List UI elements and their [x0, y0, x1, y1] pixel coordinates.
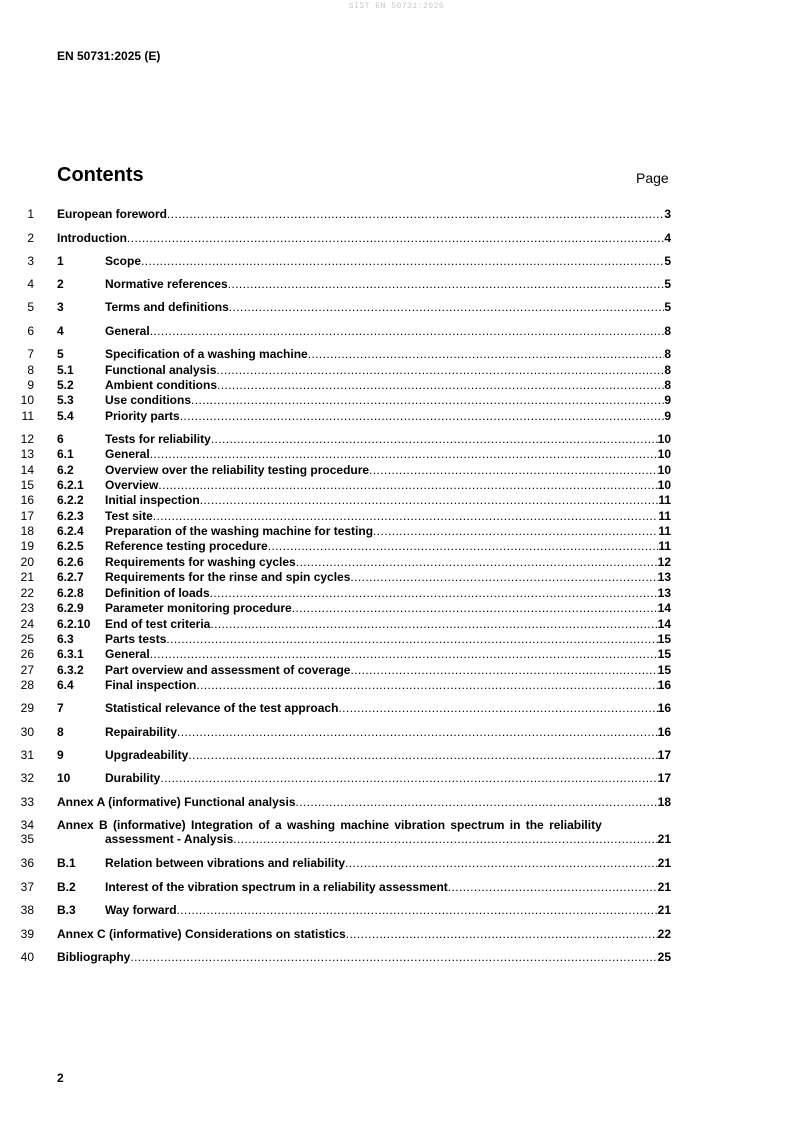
contents-heading: Contents [57, 164, 144, 186]
toc-entry[interactable] [0, 347, 793, 362]
dot-leader [373, 524, 658, 539]
dot-leader [292, 601, 658, 616]
line-number: 32 [20, 771, 34, 785]
dot-leader [180, 409, 665, 424]
section-number: 3 [57, 300, 64, 314]
line-number: 11 [21, 409, 34, 423]
section-number: 6.2.6 [57, 555, 84, 569]
line-number: 2 [27, 231, 34, 245]
section-title: Specification of a washing machine [105, 347, 308, 361]
toc-entry[interactable] [0, 570, 793, 585]
section-title: Durability [105, 771, 161, 785]
line-number: 30 [20, 725, 34, 739]
page-number: 10 [657, 432, 671, 446]
page-number: 11 [658, 509, 671, 523]
section-title: Overview [105, 478, 159, 492]
page-number: 13 [657, 586, 671, 600]
line-number: 21 [20, 570, 34, 584]
toc-entry[interactable] [0, 795, 793, 810]
section-title: Initial inspection [105, 493, 200, 507]
page-number: 11 [658, 524, 671, 538]
document-id: EN 50731:2025 (E) [57, 49, 161, 63]
dot-leader [177, 725, 658, 740]
page-number: 10 [657, 478, 671, 492]
dot-leader [210, 617, 657, 632]
section-number: 6 [57, 432, 64, 446]
page-number: 5 [664, 277, 671, 291]
section-number: 5 [57, 347, 64, 361]
line-number: 28 [20, 678, 34, 692]
toc-entry[interactable] [0, 363, 793, 378]
section-number: 6.2.4 [57, 524, 84, 538]
page-number: 8 [664, 347, 671, 361]
page-number: 15 [657, 632, 671, 646]
section-number: 5.1 [57, 363, 74, 377]
toc-entry[interactable] [0, 678, 793, 693]
page-number: 8 [664, 324, 671, 338]
section-number: 9 [57, 748, 64, 762]
section-number: 5.4 [57, 409, 74, 423]
dot-leader [296, 795, 658, 810]
toc-entry[interactable] [0, 478, 793, 493]
section-title: Annex C (informative) Considerations on statistics [57, 927, 346, 941]
line-number: 35 [20, 832, 34, 846]
dot-leader [188, 748, 657, 763]
section-title: Relation between vibrations and reliability [105, 856, 346, 870]
toc-entry[interactable] [0, 832, 793, 847]
toc-entry[interactable] [0, 903, 793, 918]
page-number: 9 [664, 409, 671, 423]
dot-leader [338, 701, 657, 716]
page-number: 8 [664, 363, 671, 377]
dot-leader [233, 832, 657, 847]
toc-entry[interactable] [0, 586, 793, 601]
page-number: 5 [664, 254, 671, 268]
toc-entry[interactable] [0, 880, 793, 895]
toc-entry[interactable] [0, 509, 793, 524]
section-number: B.2 [57, 880, 76, 894]
section-number: 6.3.1 [57, 647, 84, 661]
toc-entry[interactable] [0, 601, 793, 616]
line-number: 16 [20, 493, 34, 507]
line-number: 13 [20, 447, 34, 461]
section-title: Requirements for the rinse and spin cycles [105, 570, 351, 584]
section-number: 6.2.3 [57, 509, 84, 523]
section-title: Upgradeability [105, 748, 189, 762]
line-number: 23 [20, 601, 34, 615]
section-number: 6.2 [57, 463, 74, 477]
section-title: European foreword [57, 207, 168, 221]
section-title: Annex A (informative) Functional analysis [57, 795, 296, 809]
dot-leader [350, 570, 657, 585]
toc-entry[interactable] [0, 207, 793, 222]
line-number: 39 [20, 927, 34, 941]
dot-leader [191, 393, 664, 408]
toc-entry[interactable] [0, 950, 793, 965]
toc-entry[interactable] [0, 555, 793, 570]
watermark: SIST EN 50731:2025 [348, 2, 445, 11]
section-number: 6.2.7 [57, 570, 84, 584]
page-number: 21 [657, 903, 671, 917]
section-title: Way forward [105, 903, 177, 917]
dot-leader [127, 231, 664, 246]
toc-entry[interactable] [0, 324, 793, 339]
dot-leader [350, 663, 657, 678]
section-title: General [105, 647, 150, 661]
dot-leader [130, 950, 657, 965]
dot-leader [211, 432, 658, 447]
toc-entry[interactable] [0, 663, 793, 678]
section-title: Bibliography [57, 950, 131, 964]
section-title: Part overview and assessment of coverage [105, 663, 351, 677]
page-number: 12 [657, 555, 671, 569]
line-number: 33 [20, 795, 34, 809]
dot-leader [177, 903, 658, 918]
section-title: Parameter monitoring procedure [105, 601, 292, 615]
page-number: 16 [657, 725, 671, 739]
section-number: 6.2.10 [57, 617, 91, 631]
toc-entry[interactable] [0, 632, 793, 647]
dot-leader [345, 856, 658, 871]
line-number: 4 [27, 277, 34, 291]
toc-entry[interactable] [0, 463, 793, 478]
page-number: 25 [657, 950, 671, 964]
page-number: 21 [657, 832, 671, 846]
line-number: 19 [20, 539, 34, 553]
toc-entry[interactable] [0, 524, 793, 539]
dot-leader [229, 300, 665, 315]
page-number: 15 [657, 663, 671, 677]
section-number: 10 [57, 771, 71, 785]
section-title: Repairability [105, 725, 178, 739]
section-number: B.1 [57, 856, 76, 870]
toc-entry[interactable] [0, 617, 793, 632]
section-number: B.3 [57, 903, 76, 917]
line-number: 12 [20, 432, 34, 446]
line-number: 7 [27, 347, 34, 361]
section-title: End of test criteria [105, 617, 211, 631]
page-number: 11 [658, 539, 671, 553]
page-number: 10 [657, 463, 671, 477]
line-number: 14 [20, 463, 34, 477]
section-title: Final inspection [105, 678, 197, 692]
dot-leader [228, 277, 665, 292]
line-number: 34 [20, 818, 34, 832]
page-number: 10 [657, 447, 671, 461]
section-title: General [105, 324, 150, 338]
toc-entry[interactable] [0, 254, 793, 269]
toc-entry[interactable] [0, 647, 793, 662]
section-number: 2 [57, 277, 64, 291]
section-title: Priority parts [105, 409, 180, 423]
section-title: General [105, 447, 150, 461]
page-number: 16 [657, 678, 671, 692]
page-number: 4 [664, 231, 671, 245]
line-number: 20 [20, 555, 34, 569]
section-number: 5.2 [57, 378, 74, 392]
line-number: 17 [20, 509, 34, 523]
line-number: 24 [20, 617, 34, 631]
page-number: 21 [657, 856, 671, 870]
line-number: 25 [20, 632, 34, 646]
toc-entry[interactable] [0, 748, 793, 763]
dot-leader [150, 324, 665, 339]
section-number: 1 [57, 254, 64, 268]
section-number: 6.2.2 [57, 493, 84, 507]
dot-leader [268, 539, 659, 554]
page-number: 22 [657, 927, 671, 941]
section-number: 6.2.1 [57, 478, 84, 492]
line-number: 15 [20, 478, 34, 492]
line-number: 8 [27, 363, 34, 377]
section-title: Definition of loads [105, 586, 210, 600]
line-number: 5 [27, 300, 34, 314]
toc-entry[interactable] [0, 231, 793, 246]
toc-entry[interactable] [0, 447, 793, 462]
page-number: 16 [657, 701, 671, 715]
line-number: 10 [20, 393, 34, 407]
dot-leader [308, 347, 665, 362]
dot-leader [200, 493, 659, 508]
section-title: Test site [105, 509, 153, 523]
dot-leader [369, 463, 658, 478]
line-number: 22 [20, 586, 34, 600]
section-title: Normative references [105, 277, 228, 291]
toc-entry[interactable] [0, 771, 793, 786]
dot-leader [296, 555, 658, 570]
page-number: 18 [657, 795, 671, 809]
page-number: 17 [657, 771, 671, 785]
dot-leader [448, 880, 658, 895]
line-number: 37 [20, 880, 34, 894]
page-number: 14 [657, 601, 671, 615]
section-title: Reference testing procedure [105, 539, 268, 553]
section-number: 6.3 [57, 632, 74, 646]
page-number: 14 [657, 617, 671, 631]
toc-entry[interactable] [0, 539, 793, 554]
line-number: 3 [27, 254, 34, 268]
line-number: 31 [20, 748, 34, 762]
toc-entry[interactable] [0, 856, 793, 871]
section-number: 4 [57, 324, 64, 338]
section-title: Use conditions [105, 393, 192, 407]
section-number: 5.3 [57, 393, 74, 407]
page-number: 21 [657, 880, 671, 894]
line-number: 40 [20, 950, 34, 964]
page-number: 9 [664, 393, 671, 407]
dot-leader [141, 254, 664, 269]
toc-entry[interactable] [0, 393, 793, 408]
page-number: 11 [658, 493, 671, 507]
section-number: 6.1 [57, 447, 74, 461]
section-title: Ambient conditions [105, 378, 217, 392]
dot-leader [153, 509, 659, 524]
dot-leader [160, 771, 657, 786]
section-number: 6.4 [57, 678, 74, 692]
toc-entry[interactable] [0, 432, 793, 447]
dot-leader [167, 207, 664, 222]
section-title: Functional analysis [105, 363, 217, 377]
line-number: 1 [27, 207, 34, 221]
toc-entry[interactable] [0, 818, 793, 833]
section-title: Scope [105, 254, 142, 268]
section-title: Overview over the reliability testing procedure [105, 463, 370, 477]
footer-page-number: 2 [57, 1071, 64, 1085]
line-number: 6 [27, 324, 34, 338]
page-number: 13 [657, 570, 671, 584]
dot-leader [150, 447, 658, 462]
line-number: 38 [20, 903, 34, 917]
dot-leader [166, 632, 657, 647]
line-number: 18 [20, 524, 34, 538]
dot-leader [210, 586, 658, 601]
section-number: 6.3.2 [57, 663, 84, 677]
section-title: Introduction [57, 231, 127, 245]
toc-entry[interactable] [0, 378, 793, 393]
page-number: 17 [657, 748, 671, 762]
dot-leader [196, 678, 657, 693]
line-number: 26 [20, 647, 34, 661]
section-title: assessment - Analysis [105, 832, 234, 846]
toc-entry[interactable] [0, 927, 793, 942]
section-title: Annex B (informative) Integration of a washing machine vibration spectrum in the reliability [57, 818, 602, 832]
toc-entry[interactable] [0, 277, 793, 292]
dot-leader [346, 927, 658, 942]
dot-leader [217, 378, 664, 393]
toc-entry[interactable] [0, 493, 793, 508]
line-number: 29 [20, 701, 34, 715]
section-number: 6.2.9 [57, 601, 84, 615]
section-title: Preparation of the washing machine for testing [105, 524, 374, 538]
toc-entry[interactable] [0, 409, 793, 424]
toc-entry[interactable] [0, 300, 793, 315]
line-number: 9 [27, 378, 34, 392]
section-title: Tests for reliability [105, 432, 211, 446]
section-title: Interest of the vibration spectrum in a reliability assessment [105, 880, 448, 894]
toc-entry[interactable] [0, 725, 793, 740]
page-number: 15 [657, 647, 671, 661]
dot-leader [158, 478, 657, 493]
section-number: 6.2.5 [57, 539, 84, 553]
section-number: 8 [57, 725, 64, 739]
section-title: Parts tests [105, 632, 167, 646]
section-title: Statistical relevance of the test approach [105, 701, 339, 715]
page-column-label: Page [636, 170, 669, 186]
page-number: 8 [664, 378, 671, 392]
line-number: 27 [20, 663, 34, 677]
section-title: Requirements for washing cycles [105, 555, 296, 569]
dot-leader [216, 363, 664, 378]
section-number: 6.2.8 [57, 586, 84, 600]
page-number: 5 [664, 300, 671, 314]
section-number: 7 [57, 701, 64, 715]
page-number: 3 [664, 207, 671, 221]
toc-entry[interactable] [0, 701, 793, 716]
dot-leader [150, 647, 658, 662]
line-number: 36 [20, 856, 34, 870]
section-title: Terms and definitions [105, 300, 229, 314]
